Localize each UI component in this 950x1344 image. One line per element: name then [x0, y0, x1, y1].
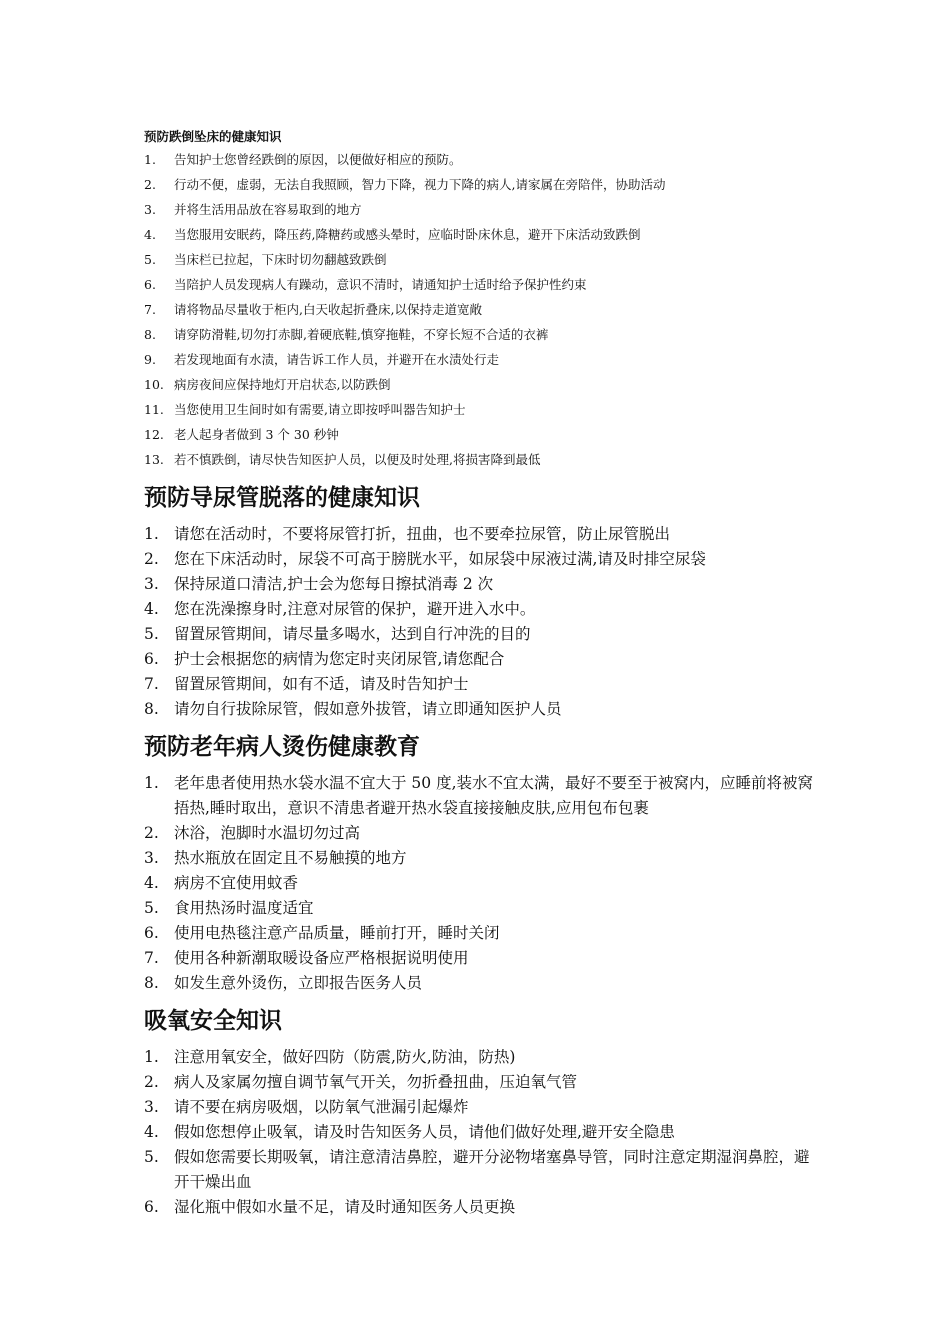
list-item: [144, 226, 665, 251]
list-item-number: 5.: [144, 252, 156, 267]
list-item-text: 沐浴，泡脚时水温切勿过高: [174, 824, 361, 842]
list-item: [144, 1120, 814, 1145]
list-item-text: 食用热汤时温度适宜: [174, 899, 314, 917]
list-item-text: 请不要在病房吸烟，以防氧气泄漏引起爆炸: [174, 1098, 469, 1116]
list-item-number: 2.: [144, 1073, 159, 1091]
oxygen-safety-list: [144, 1045, 814, 1220]
list-item-text: 病人及家属勿擅自调节氧气开关，勿折叠扭曲，压迫氧气管: [174, 1073, 578, 1091]
list-item: [144, 1045, 814, 1070]
list-item: [144, 821, 814, 846]
list-item-number: 5.: [144, 899, 159, 917]
list-item-text: 并将生活用品放在容易取到的地方: [174, 202, 362, 217]
list-item-text: 病房不宜使用蚊香: [174, 874, 299, 892]
list-item-number: 4.: [144, 874, 159, 892]
list-item: [144, 451, 665, 476]
list-item-number: 6.: [144, 1198, 159, 1216]
list-item-text: 请勿自行拔除尿管，假如意外拔管，请立即通知医护人员: [174, 700, 562, 718]
list-item: [144, 896, 814, 921]
list-item: [144, 771, 814, 821]
list-item-number: 5.: [144, 1148, 159, 1166]
list-item-number: 4.: [144, 227, 156, 242]
list-item: [144, 376, 665, 401]
list-item-text: 您在洗澡擦身时,注意对尿管的保护，避开进入水中。: [174, 600, 536, 618]
list-item: [144, 201, 665, 226]
list-item-text: 保持尿道口清洁,护士会为您每日擦拭消毒 2 次: [174, 575, 494, 593]
list-item-text: 若不慎跌倒，请尽快告知医护人员，以便及时处理,将损害降到最低: [174, 452, 541, 467]
list-item-number: 6.: [144, 277, 156, 292]
list-item-text: 老年患者使用热水袋水温不宜大于 50 度,装水不宜太满，最好不要至于被窝内，应睡前将被窝捂热,睡时取出，意识不清患者避开热水袋直接接触皮肤,应用包布包裹: [174, 774, 814, 817]
list-item: [144, 597, 814, 622]
list-item: [144, 1095, 814, 1120]
list-item: [144, 151, 665, 176]
fall-prevention-list: [144, 151, 665, 476]
list-item-text: 热水瓶放在固定且不易触摸的地方: [174, 849, 407, 867]
list-item-text: 湿化瓶中假如水量不足，请及时通知医务人员更换: [174, 1198, 516, 1216]
list-item: [144, 1195, 814, 1220]
list-item-text: 老人起身者做到 3 个 30 秒钟: [174, 427, 339, 442]
list-item: [144, 176, 665, 201]
list-item: [144, 921, 814, 946]
list-item-number: 5.: [144, 625, 159, 643]
list-item: [144, 426, 665, 451]
list-item: [144, 301, 665, 326]
list-item-number: 12.: [144, 427, 164, 442]
list-item-number: 7.: [144, 675, 159, 693]
list-item-text: 当您使用卫生间时如有需要,请立即按呼叫器告知护士: [174, 402, 466, 417]
list-item-text: 留置尿管期间，如有不适，请及时告知护士: [174, 675, 469, 693]
list-item-text: 如发生意外烫伤，立即报告医务人员: [174, 974, 423, 992]
list-item-text: 当陪护人员发现病人有躁动，意识不清时，请通知护士适时给予保护性约束: [174, 277, 587, 292]
list-item: [144, 572, 814, 597]
list-item-text: 行动不便，虚弱，无法自我照顾，智力下降，视力下降的病人,请家属在旁陪伴，协助活动: [174, 177, 666, 192]
list-item-number: 8.: [144, 700, 159, 718]
list-item: [144, 547, 814, 572]
list-item-number: 1.: [144, 525, 159, 543]
list-item-text: 告知护士您曾经跌倒的原因，以便做好相应的预防。: [174, 152, 462, 167]
list-item-number: 2.: [144, 824, 159, 842]
list-item-text: 假如您需要长期吸氧，请注意清洁鼻腔，避开分泌物堵塞鼻导管，同时注意定期湿润鼻腔，避开干燥出血: [174, 1148, 810, 1191]
list-item-number: 7.: [144, 949, 159, 967]
list-item: [144, 522, 814, 547]
list-item-text: 病房夜间应保持地灯开启状态,以防跌倒: [174, 377, 391, 392]
list-item-number: 2.: [144, 550, 159, 568]
section-title-catheter: 预防导尿管脱落的健康知识: [144, 485, 420, 511]
list-item-number: 3.: [144, 849, 159, 867]
list-item-text: 假如您想停止吸氧，请及时告知医务人员，请他们做好处理,避开安全隐患: [174, 1123, 675, 1141]
list-item: [144, 672, 814, 697]
list-item-number: 4.: [144, 600, 159, 618]
list-item-text: 当您服用安眠药，降压药,降糖药或感头晕时，应临时卧床休息，避开下床活动致跌倒: [174, 227, 641, 242]
list-item-text: 使用电热毯注意产品质量，睡前打开，睡时关闭: [174, 924, 500, 942]
list-item-number: 10.: [144, 377, 164, 392]
list-item-number: 2.: [144, 177, 156, 192]
list-item-text: 当床栏已拉起，下床时切勿翻越致跌倒: [174, 252, 387, 267]
list-item-number: 11.: [144, 402, 164, 417]
list-item: [144, 276, 665, 301]
list-item-number: 3.: [144, 575, 159, 593]
list-item-number: 6.: [144, 650, 159, 668]
list-item-text: 注意用氧安全，做好四防（防震,防火,防油，防热): [174, 1048, 516, 1066]
list-item-text: 使用各种新潮取暖设备应严格根据说明使用: [174, 949, 469, 967]
list-item-number: 13.: [144, 452, 164, 467]
section-title-burn-prevention: 预防老年病人烫伤健康教育: [144, 734, 420, 760]
list-item: [144, 1145, 814, 1195]
list-item: [144, 251, 665, 276]
list-item: [144, 971, 814, 996]
list-item: [144, 622, 814, 647]
list-item: [144, 647, 814, 672]
section-title-fall-prevention: 预防跌倒坠床的健康知识: [144, 129, 282, 144]
list-item-number: 9.: [144, 352, 156, 367]
list-item-number: 7.: [144, 302, 156, 317]
list-item-text: 若发现地面有水渍，请告诉工作人员，并避开在水渍处行走: [174, 352, 500, 367]
list-item: [144, 351, 665, 376]
list-item-text: 留置尿管期间，请尽量多喝水，达到自行冲洗的目的: [174, 625, 531, 643]
list-item-number: 3.: [144, 1098, 159, 1116]
list-item: [144, 846, 814, 871]
list-item-text: 您在下床活动时，尿袋不可高于膀胱水平，如尿袋中尿液过满,请及时排空尿袋: [174, 550, 706, 568]
section-title-oxygen-safety: 吸氧安全知识: [144, 1008, 282, 1034]
list-item-number: 4.: [144, 1123, 159, 1141]
list-item: [144, 697, 814, 722]
list-item-number: 1.: [144, 1048, 159, 1066]
list-item: [144, 326, 665, 351]
list-item: [144, 871, 814, 896]
burn-prevention-list: [144, 771, 814, 996]
catheter-list: [144, 522, 814, 722]
list-item: [144, 1070, 814, 1095]
list-item-text: 请将物品尽量收于柜内,白天收起折叠床,以保持走道宽敞: [174, 302, 482, 317]
list-item-number: 1.: [144, 774, 159, 792]
list-item-number: 8.: [144, 974, 159, 992]
list-item: [144, 401, 665, 426]
list-item-number: 8.: [144, 327, 156, 342]
list-item-text: 请穿防滑鞋,切勿打赤脚,着硬底鞋,慎穿拖鞋，不穿长短不合适的衣裤: [174, 327, 549, 342]
list-item: [144, 946, 814, 971]
list-item-number: 6.: [144, 924, 159, 942]
list-item-number: 3.: [144, 202, 156, 217]
list-item-text: 护士会根据您的病情为您定时夹闭尿管,请您配合: [174, 650, 505, 668]
list-item-text: 请您在活动时，不要将尿管打折，扭曲，也不要牵拉尿管，防止尿管脱出: [174, 525, 671, 543]
list-item-number: 1.: [144, 152, 156, 167]
